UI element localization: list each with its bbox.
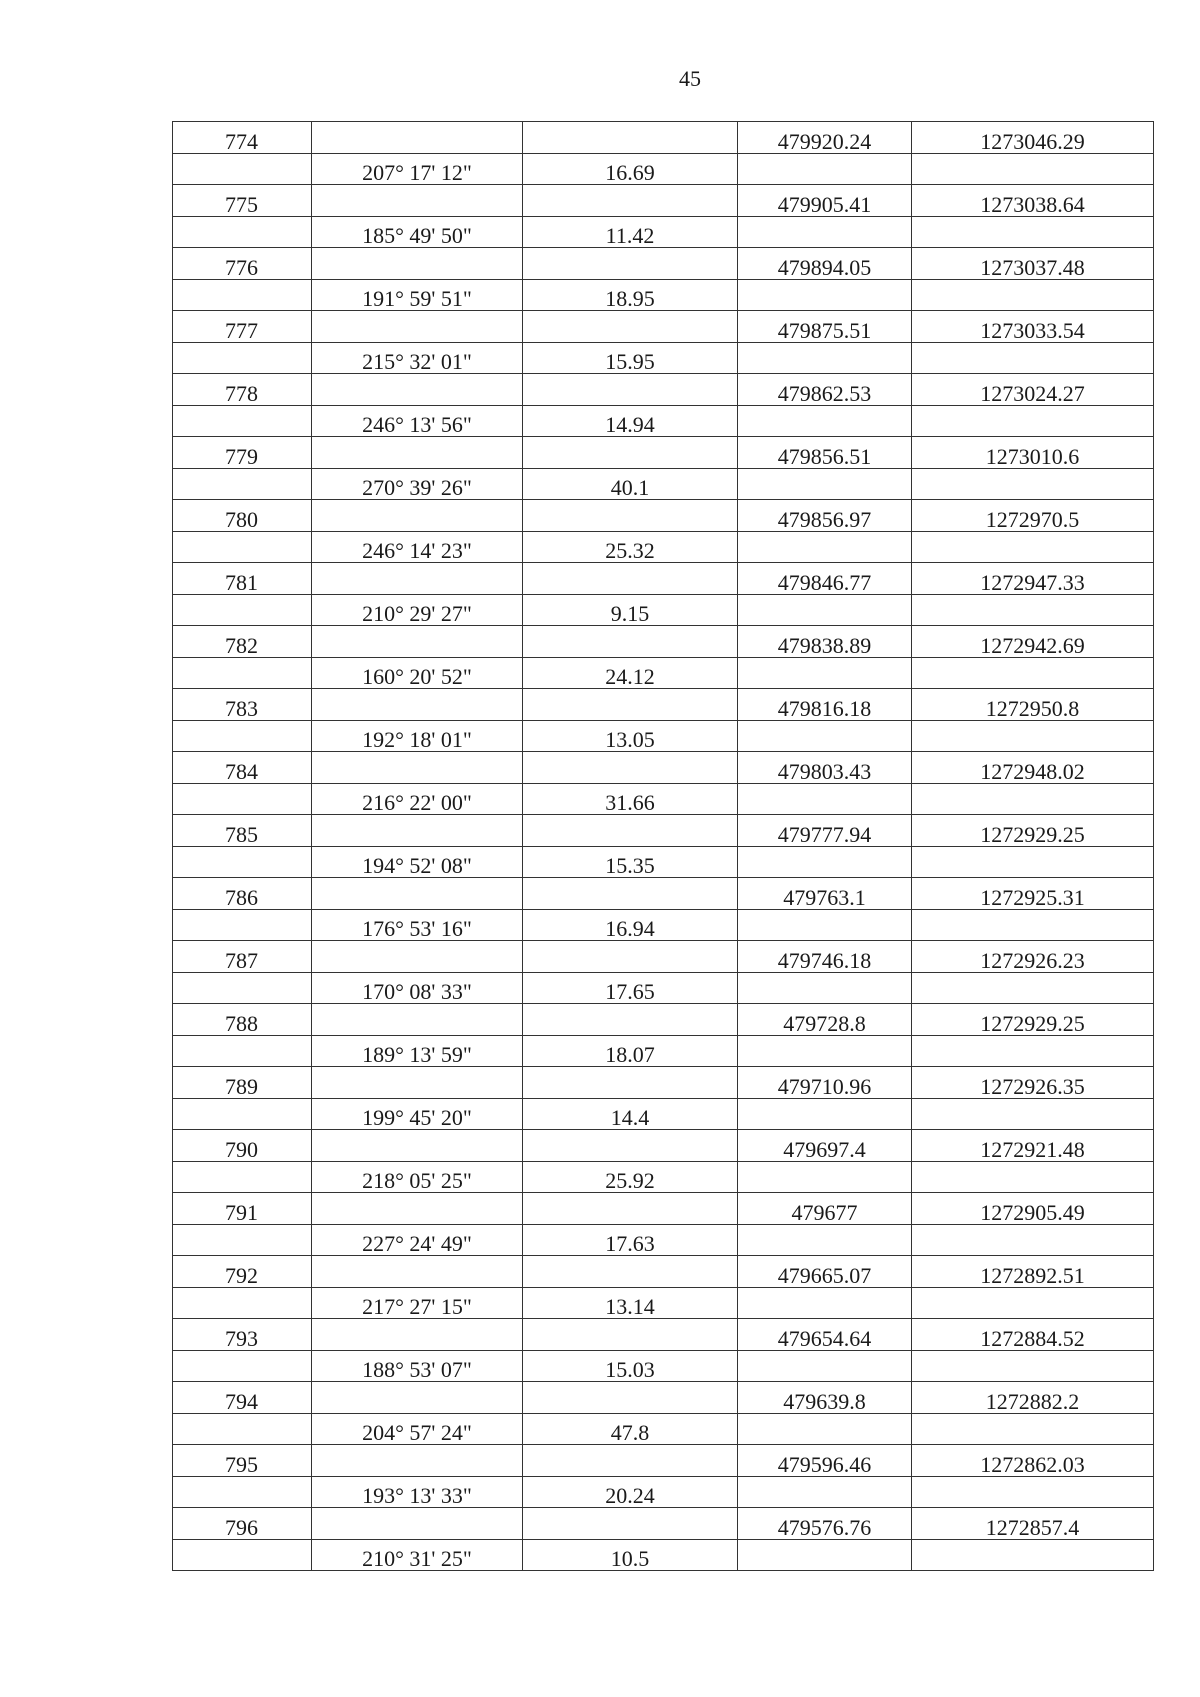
station-id: [173, 405, 312, 437]
distance-cell: [523, 248, 738, 280]
distance-cell: [523, 1508, 738, 1540]
coordinate-table-body: [173, 122, 1154, 1571]
y-coordinate: 1272921.48: [912, 1130, 1154, 1162]
bearing-cell: 191° 59' 51": [312, 279, 523, 311]
distance-cell: [523, 941, 738, 973]
x-coordinate: [738, 1098, 912, 1130]
bearing-cell: 189° 13' 59": [312, 1035, 523, 1067]
distance-cell: [523, 815, 738, 847]
station-id: [173, 909, 312, 941]
bearing-cell: 215° 32' 01": [312, 342, 523, 374]
x-coordinate: [738, 1161, 912, 1193]
bearing-cell: 246° 13' 56": [312, 405, 523, 437]
bearing-cell: 216° 22' 00": [312, 783, 523, 815]
distance-cell: 15.95: [523, 342, 738, 374]
x-coordinate: 479838.89: [738, 626, 912, 658]
station-id: 780: [173, 500, 312, 532]
y-coordinate: [912, 1287, 1154, 1319]
bearing-cell: 193° 13' 33": [312, 1476, 523, 1508]
bearing-cell: [312, 1193, 523, 1225]
x-coordinate: [738, 468, 912, 500]
bearing-cell: [312, 1508, 523, 1540]
page-number: 45: [679, 66, 701, 91]
y-coordinate: 1272926.35: [912, 1067, 1154, 1099]
leg-row: [173, 909, 1154, 941]
station-row: [173, 815, 1154, 847]
bearing-cell: [312, 500, 523, 532]
station-id: [173, 594, 312, 626]
distance-cell: [523, 1193, 738, 1225]
y-coordinate: 1272905.49: [912, 1193, 1154, 1225]
x-coordinate: 479697.4: [738, 1130, 912, 1162]
station-id: [173, 720, 312, 752]
station-row: [173, 689, 1154, 721]
y-coordinate: 1272862.03: [912, 1445, 1154, 1477]
distance-cell: 15.03: [523, 1350, 738, 1382]
y-coordinate: 1273033.54: [912, 311, 1154, 343]
station-id: 785: [173, 815, 312, 847]
y-coordinate: [912, 1476, 1154, 1508]
x-coordinate: 479639.8: [738, 1382, 912, 1414]
station-row: [173, 941, 1154, 973]
bearing-cell: 210° 31' 25": [312, 1539, 523, 1571]
station-row: [173, 1508, 1154, 1540]
bearing-cell: 204° 57' 24": [312, 1413, 523, 1445]
y-coordinate: [912, 846, 1154, 878]
distance-cell: 9.15: [523, 594, 738, 626]
leg-row: [173, 1350, 1154, 1382]
x-coordinate: [738, 972, 912, 1004]
bearing-cell: [312, 1256, 523, 1288]
station-id: [173, 1224, 312, 1256]
x-coordinate: [738, 1287, 912, 1319]
station-id: [173, 1539, 312, 1571]
y-coordinate: 1272892.51: [912, 1256, 1154, 1288]
station-row: [173, 1193, 1154, 1225]
leg-row: [173, 1539, 1154, 1571]
x-coordinate: 479677: [738, 1193, 912, 1225]
y-coordinate: [912, 216, 1154, 248]
leg-row: [173, 657, 1154, 689]
x-coordinate: [738, 594, 912, 626]
leg-row: [173, 1035, 1154, 1067]
station-id: 781: [173, 563, 312, 595]
bearing-cell: 160° 20' 52": [312, 657, 523, 689]
y-coordinate: 1272929.25: [912, 815, 1154, 847]
bearing-cell: [312, 1130, 523, 1162]
y-coordinate: [912, 1035, 1154, 1067]
x-coordinate: 479894.05: [738, 248, 912, 280]
distance-cell: [523, 878, 738, 910]
station-id: 787: [173, 941, 312, 973]
station-id: [173, 972, 312, 1004]
distance-cell: 11.42: [523, 216, 738, 248]
y-coordinate: [912, 1161, 1154, 1193]
y-coordinate: 1272925.31: [912, 878, 1154, 910]
station-id: [173, 1476, 312, 1508]
distance-cell: [523, 500, 738, 532]
distance-cell: 13.05: [523, 720, 738, 752]
x-coordinate: [738, 846, 912, 878]
station-id: 796: [173, 1508, 312, 1540]
bearing-cell: 170° 08' 33": [312, 972, 523, 1004]
station-row: [173, 878, 1154, 910]
station-id: [173, 531, 312, 563]
station-row: [173, 1319, 1154, 1351]
coordinate-table: [172, 121, 1154, 1571]
x-coordinate: 479710.96: [738, 1067, 912, 1099]
distance-cell: 25.32: [523, 531, 738, 563]
distance-cell: [523, 1256, 738, 1288]
station-id: 782: [173, 626, 312, 658]
leg-row: [173, 1098, 1154, 1130]
station-id: [173, 846, 312, 878]
station-id: [173, 342, 312, 374]
station-row: [173, 1130, 1154, 1162]
y-coordinate: 1272950.8: [912, 689, 1154, 721]
leg-row: [173, 594, 1154, 626]
station-id: 779: [173, 437, 312, 469]
y-coordinate: [912, 1350, 1154, 1382]
y-coordinate: [912, 783, 1154, 815]
y-coordinate: [912, 1413, 1154, 1445]
station-id: 777: [173, 311, 312, 343]
bearing-cell: [312, 563, 523, 595]
y-coordinate: [912, 657, 1154, 689]
station-id: 788: [173, 1004, 312, 1036]
bearing-cell: [312, 1067, 523, 1099]
x-coordinate: [738, 1035, 912, 1067]
bearing-cell: 218° 05' 25": [312, 1161, 523, 1193]
leg-row: [173, 153, 1154, 185]
station-id: [173, 1413, 312, 1445]
station-id: [173, 783, 312, 815]
bearing-cell: 210° 29' 27": [312, 594, 523, 626]
bearing-cell: [312, 626, 523, 658]
station-row: [173, 122, 1154, 154]
distance-cell: 31.66: [523, 783, 738, 815]
distance-cell: [523, 1445, 738, 1477]
x-coordinate: [738, 1476, 912, 1508]
bearing-cell: 199° 45' 20": [312, 1098, 523, 1130]
distance-cell: 14.94: [523, 405, 738, 437]
distance-cell: 47.8: [523, 1413, 738, 1445]
bearing-cell: 185° 49' 50": [312, 216, 523, 248]
station-row: [173, 374, 1154, 406]
y-coordinate: [912, 342, 1154, 374]
station-id: [173, 1350, 312, 1382]
bearing-cell: [312, 878, 523, 910]
x-coordinate: 479654.64: [738, 1319, 912, 1351]
distance-cell: [523, 311, 738, 343]
station-id: 789: [173, 1067, 312, 1099]
station-row: [173, 563, 1154, 595]
y-coordinate: 1273010.6: [912, 437, 1154, 469]
station-row: [173, 311, 1154, 343]
station-id: 778: [173, 374, 312, 406]
x-coordinate: 479763.1: [738, 878, 912, 910]
x-coordinate: 479856.51: [738, 437, 912, 469]
y-coordinate: [912, 1224, 1154, 1256]
leg-row: [173, 216, 1154, 248]
y-coordinate: 1273024.27: [912, 374, 1154, 406]
distance-cell: [523, 374, 738, 406]
distance-cell: 18.95: [523, 279, 738, 311]
distance-cell: 25.92: [523, 1161, 738, 1193]
distance-cell: 14.4: [523, 1098, 738, 1130]
y-coordinate: [912, 972, 1154, 1004]
x-coordinate: 479846.77: [738, 563, 912, 595]
x-coordinate: 479875.51: [738, 311, 912, 343]
y-coordinate: 1273046.29: [912, 122, 1154, 154]
station-id: [173, 279, 312, 311]
distance-cell: 15.35: [523, 846, 738, 878]
station-row: [173, 1382, 1154, 1414]
bearing-cell: 207° 17' 12": [312, 153, 523, 185]
y-coordinate: 1273037.48: [912, 248, 1154, 280]
bearing-cell: [312, 1445, 523, 1477]
leg-row: [173, 972, 1154, 1004]
bearing-cell: [312, 185, 523, 217]
distance-cell: 17.63: [523, 1224, 738, 1256]
y-coordinate: 1272929.25: [912, 1004, 1154, 1036]
station-id: 794: [173, 1382, 312, 1414]
station-id: 791: [173, 1193, 312, 1225]
bearing-cell: [312, 689, 523, 721]
station-id: 776: [173, 248, 312, 280]
station-id: 786: [173, 878, 312, 910]
distance-cell: [523, 689, 738, 721]
y-coordinate: 1272947.33: [912, 563, 1154, 595]
distance-cell: [523, 1382, 738, 1414]
leg-row: [173, 1287, 1154, 1319]
distance-cell: 10.5: [523, 1539, 738, 1571]
distance-cell: 18.07: [523, 1035, 738, 1067]
x-coordinate: 479777.94: [738, 815, 912, 847]
station-id: 795: [173, 1445, 312, 1477]
station-id: [173, 1287, 312, 1319]
y-coordinate: [912, 405, 1154, 437]
y-coordinate: [912, 1098, 1154, 1130]
station-id: 793: [173, 1319, 312, 1351]
station-id: 792: [173, 1256, 312, 1288]
station-row: [173, 500, 1154, 532]
station-row: [173, 752, 1154, 784]
x-coordinate: [738, 783, 912, 815]
leg-row: [173, 720, 1154, 752]
bearing-cell: [312, 1382, 523, 1414]
bearing-cell: [312, 311, 523, 343]
x-coordinate: [738, 657, 912, 689]
station-id: [173, 153, 312, 185]
distance-cell: [523, 1319, 738, 1351]
leg-row: [173, 1413, 1154, 1445]
y-coordinate: 1272948.02: [912, 752, 1154, 784]
bearing-cell: 192° 18' 01": [312, 720, 523, 752]
x-coordinate: 479665.07: [738, 1256, 912, 1288]
y-coordinate: [912, 279, 1154, 311]
distance-cell: 17.65: [523, 972, 738, 1004]
x-coordinate: [738, 342, 912, 374]
leg-row: [173, 783, 1154, 815]
bearing-cell: [312, 941, 523, 973]
station-id: 790: [173, 1130, 312, 1162]
distance-cell: 20.24: [523, 1476, 738, 1508]
x-coordinate: [738, 531, 912, 563]
station-id: [173, 1161, 312, 1193]
leg-row: [173, 468, 1154, 500]
x-coordinate: [738, 1224, 912, 1256]
distance-cell: 16.69: [523, 153, 738, 185]
x-coordinate: 479803.43: [738, 752, 912, 784]
station-row: [173, 1256, 1154, 1288]
station-id: 774: [173, 122, 312, 154]
leg-row: [173, 1161, 1154, 1193]
station-row: [173, 248, 1154, 280]
bearing-cell: [312, 248, 523, 280]
station-row: [173, 626, 1154, 658]
station-row: [173, 1445, 1154, 1477]
bearing-cell: [312, 752, 523, 784]
y-coordinate: 1272857.4: [912, 1508, 1154, 1540]
distance-cell: [523, 437, 738, 469]
station-row: [173, 1004, 1154, 1036]
leg-row: [173, 846, 1154, 878]
bearing-cell: 270° 39' 26": [312, 468, 523, 500]
bearing-cell: [312, 815, 523, 847]
bearing-cell: [312, 1004, 523, 1036]
station-row: [173, 1067, 1154, 1099]
distance-cell: 40.1: [523, 468, 738, 500]
bearing-cell: 227° 24' 49": [312, 1224, 523, 1256]
x-coordinate: [738, 279, 912, 311]
x-coordinate: [738, 909, 912, 941]
distance-cell: [523, 1004, 738, 1036]
distance-cell: [523, 1067, 738, 1099]
y-coordinate: 1272942.69: [912, 626, 1154, 658]
leg-row: [173, 1224, 1154, 1256]
distance-cell: [523, 122, 738, 154]
x-coordinate: [738, 1350, 912, 1382]
station-id: [173, 216, 312, 248]
y-coordinate: 1272884.52: [912, 1319, 1154, 1351]
x-coordinate: [738, 1539, 912, 1571]
bearing-cell: 194° 52' 08": [312, 846, 523, 878]
bearing-cell: [312, 122, 523, 154]
x-coordinate: [738, 405, 912, 437]
y-coordinate: 1272970.5: [912, 500, 1154, 532]
x-coordinate: 479856.97: [738, 500, 912, 532]
x-coordinate: [738, 720, 912, 752]
distance-cell: [523, 185, 738, 217]
leg-row: [173, 279, 1154, 311]
bearing-cell: [312, 374, 523, 406]
x-coordinate: 479728.8: [738, 1004, 912, 1036]
y-coordinate: 1272926.23: [912, 941, 1154, 973]
y-coordinate: [912, 468, 1154, 500]
station-row: [173, 185, 1154, 217]
x-coordinate: 479905.41: [738, 185, 912, 217]
x-coordinate: 479746.18: [738, 941, 912, 973]
bearing-cell: 246° 14' 23": [312, 531, 523, 563]
distance-cell: [523, 626, 738, 658]
leg-row: [173, 342, 1154, 374]
distance-cell: [523, 752, 738, 784]
station-id: [173, 1098, 312, 1130]
leg-row: [173, 531, 1154, 563]
distance-cell: 24.12: [523, 657, 738, 689]
y-coordinate: [912, 720, 1154, 752]
distance-cell: 16.94: [523, 909, 738, 941]
y-coordinate: [912, 909, 1154, 941]
station-id: [173, 468, 312, 500]
leg-row: [173, 1476, 1154, 1508]
x-coordinate: 479862.53: [738, 374, 912, 406]
station-id: 775: [173, 185, 312, 217]
bearing-cell: 188° 53' 07": [312, 1350, 523, 1382]
x-coordinate: 479596.46: [738, 1445, 912, 1477]
y-coordinate: [912, 1539, 1154, 1571]
x-coordinate: [738, 1413, 912, 1445]
y-coordinate: [912, 594, 1154, 626]
bearing-cell: [312, 1319, 523, 1351]
distance-cell: [523, 1130, 738, 1162]
y-coordinate: [912, 153, 1154, 185]
bearing-cell: 176° 53' 16": [312, 909, 523, 941]
y-coordinate: 1273038.64: [912, 185, 1154, 217]
x-coordinate: [738, 153, 912, 185]
x-coordinate: [738, 216, 912, 248]
x-coordinate: 479816.18: [738, 689, 912, 721]
station-row: [173, 437, 1154, 469]
y-coordinate: [912, 531, 1154, 563]
bearing-cell: 217° 27' 15": [312, 1287, 523, 1319]
distance-cell: 13.14: [523, 1287, 738, 1319]
x-coordinate: 479576.76: [738, 1508, 912, 1540]
leg-row: [173, 405, 1154, 437]
station-id: 783: [173, 689, 312, 721]
y-coordinate: 1272882.2: [912, 1382, 1154, 1414]
distance-cell: [523, 563, 738, 595]
station-id: 784: [173, 752, 312, 784]
bearing-cell: [312, 437, 523, 469]
station-id: [173, 1035, 312, 1067]
station-id: [173, 657, 312, 689]
x-coordinate: 479920.24: [738, 122, 912, 154]
